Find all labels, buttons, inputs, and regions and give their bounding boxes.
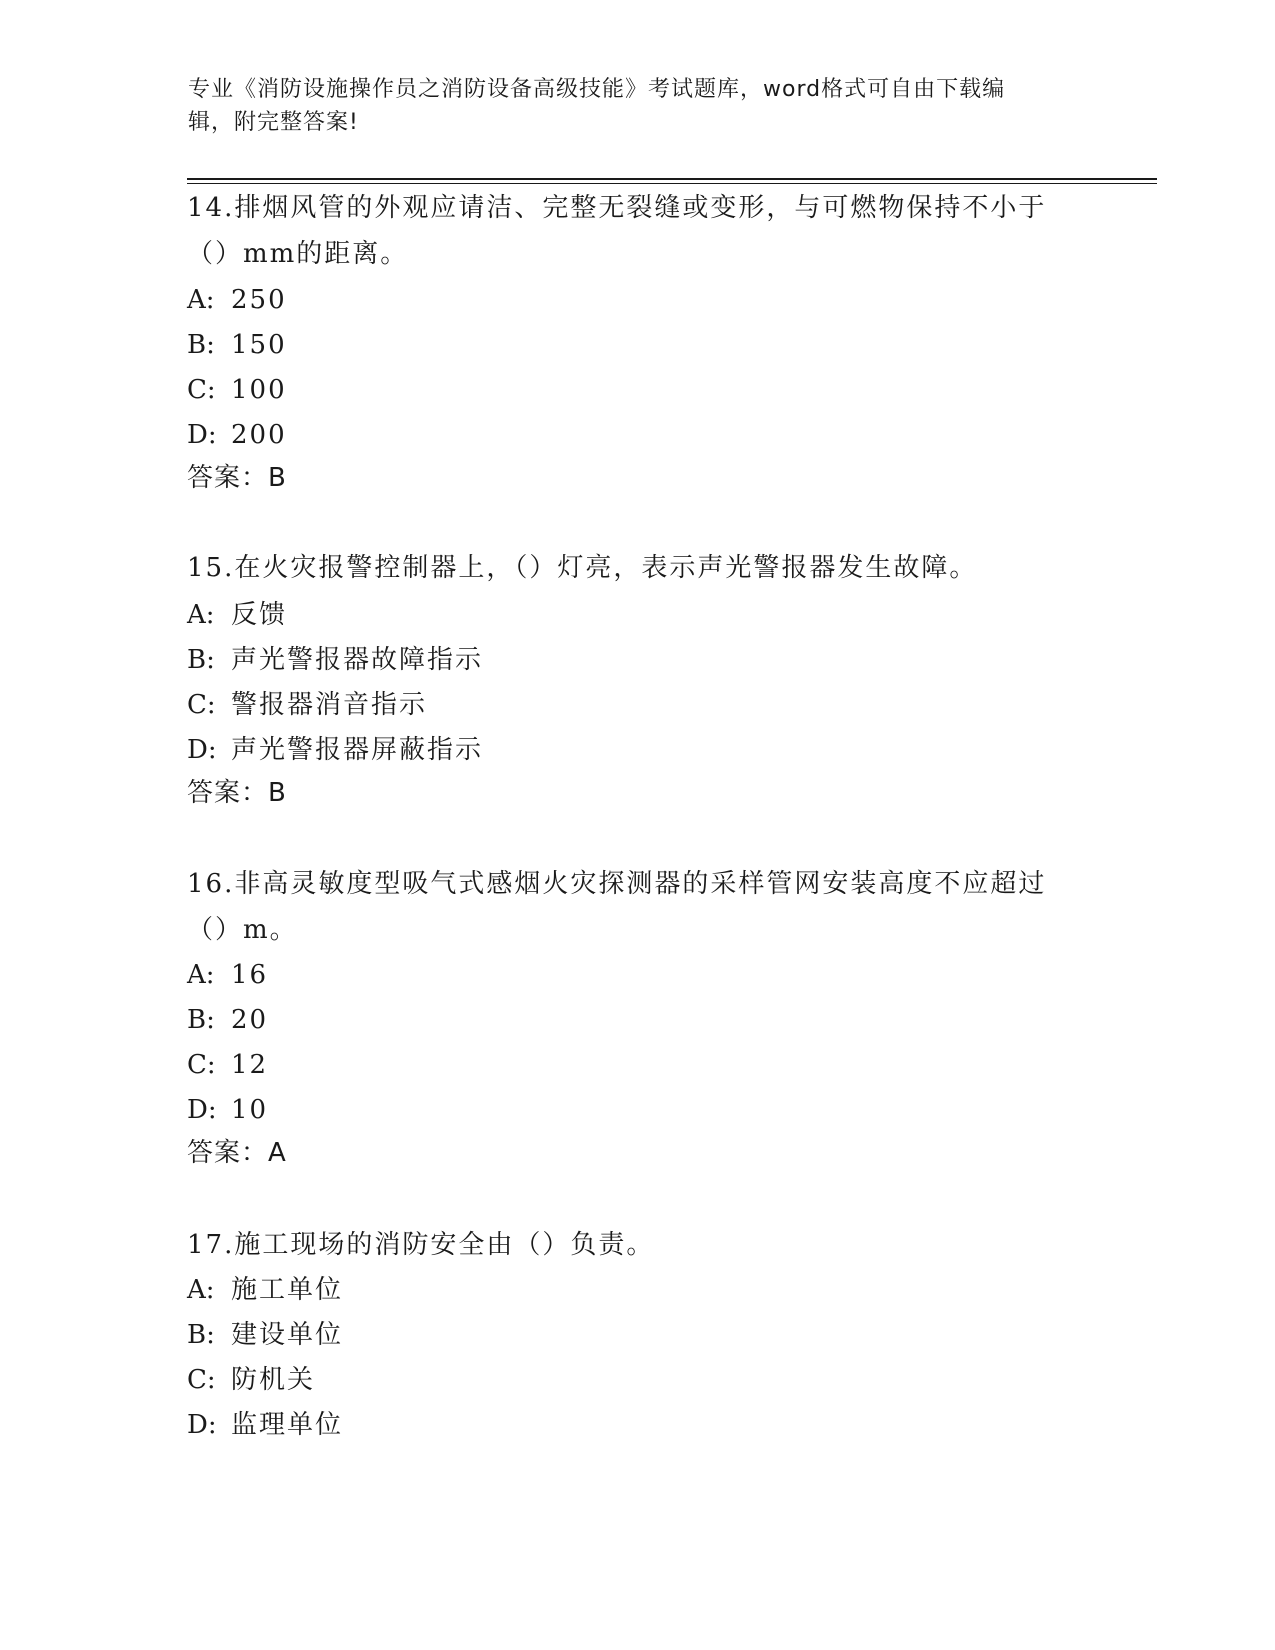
header-rule-thin [187,183,1157,184]
option-key: C: [187,1050,216,1080]
question-15-option-d [187,732,483,768]
option-text: 20 [231,1005,269,1035]
question-16-option-a [187,957,268,993]
option-key: C: [187,690,216,720]
question-16-stem: 16.非高灵敏度型吸气式感烟火灾探测器的采样管网安装高度不应超过 [187,869,1047,899]
question-14-option-a [187,282,287,318]
question-16-answer: 答案：A [187,1138,287,1168]
option-key: D: [187,1095,217,1125]
question-15-option-a [187,597,287,633]
question-14-stem-cont: （）mm的距离。 [187,239,409,269]
question-16-option-d [187,1092,268,1128]
option-text: 声光警报器屏蔽指示 [231,735,484,765]
option-key: C: [187,1365,216,1395]
header-line-2: 辑，附完整答案! [188,110,359,135]
question-14-option-c [187,372,287,408]
option-key: D: [187,420,217,450]
option-text: 150 [231,330,287,360]
option-text: 反馈 [231,600,288,630]
question-17-stem: 17.施工现场的消防安全由（）负责。 [187,1230,655,1260]
option-key: A: [187,1275,215,1305]
option-text: 警报器消音指示 [231,690,428,720]
question-16-option-c [187,1047,268,1083]
option-text: 10 [231,1095,269,1125]
question-15-answer: 答案：B [187,778,287,808]
option-key: B: [187,1320,215,1350]
option-key: A: [187,600,215,630]
option-key: C: [187,375,216,405]
option-text: 建设单位 [231,1320,344,1350]
option-text: 16 [231,960,269,990]
question-14-answer: 答案：B [187,463,287,493]
option-key: A: [187,960,215,990]
question-16-stem-cont: （）m。 [187,915,298,945]
option-text: 防机关 [231,1365,316,1395]
option-key: B: [187,1005,215,1035]
header-line-1: 专业《消防设施操作员之消防设备高级技能》考试题库，word格式可自由下载编 [188,77,1006,102]
option-text: 200 [231,420,287,450]
option-text: 声光警报器故障指示 [231,645,484,675]
question-17-option-c [187,1362,315,1398]
question-15-option-b [187,642,483,678]
option-key: B: [187,645,215,675]
question-14-option-d [187,417,287,453]
question-15-option-c [187,687,427,723]
option-key: D: [187,1410,217,1440]
option-text: 100 [231,375,287,405]
option-text: 监理单位 [231,1410,344,1440]
question-14-stem: 14.排烟风管的外观应请洁、完整无裂缝或变形，与可燃物保持不小于 [187,193,1047,223]
header-rule-thick [187,178,1157,180]
question-15-stem: 15.在火灾报警控制器上，（）灯亮，表示声光警报器发生故障。 [187,553,978,583]
question-17-option-b [187,1317,343,1353]
question-17-option-a [187,1272,343,1308]
option-text: 12 [231,1050,269,1080]
option-key: B: [187,330,215,360]
question-16-option-b [187,1002,268,1038]
option-text: 250 [231,285,287,315]
option-key: A: [187,285,215,315]
option-key: D: [187,735,217,765]
question-14-option-b [187,327,287,363]
document-header [188,73,1088,139]
question-17-option-d [187,1407,343,1443]
option-text: 施工单位 [231,1275,344,1305]
